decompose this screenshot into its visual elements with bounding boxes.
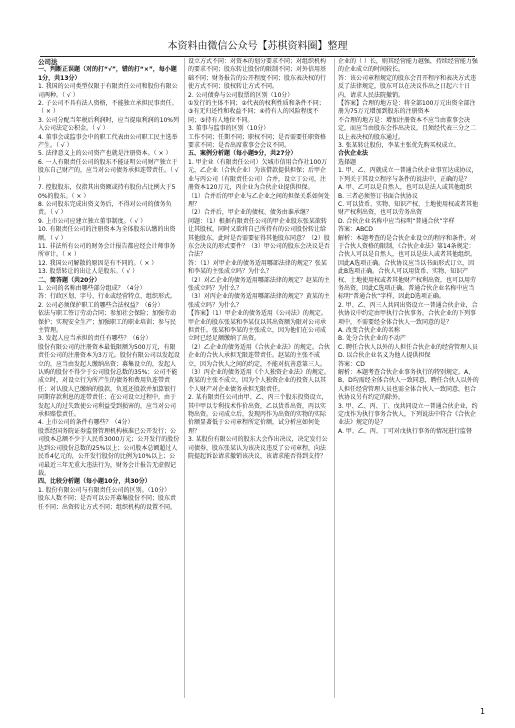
section-heading: 合伙企业法 <box>338 150 369 158</box>
section-heading: 公司法 <box>38 58 58 66</box>
paragraph: 解析：本题考查合伙企业事务执行的特别规定。A、B、D均需经全体合伙人一致同意，聘任合伙人以外的人担任经营管理人员也需全体合伙人一致同意，但合伙协议另有约定的除外。 <box>338 369 479 402</box>
paragraph: 1. 甲企业（有限责任公司）欠城市信用合作社100万元，乙企业（合伙企业）为该借款提供担保；后甲企业与丙公司（有限责任公司）合并，设立丁公司，注册资本120万元，丙企业为合伙企业提供担保。 <box>188 158 328 192</box>
paragraph: 答案：ABCD <box>338 226 373 234</box>
paragraph: （2）对乙企业的债务适用哪部法律的规定？赵某的主张成立吗？为什么？ <box>188 276 330 292</box>
paragraph: 股东人数不同；是否可以公开募集股份不同；股东责任不同；出资转让方式不同；组织机构的设置不同。 <box>38 495 177 511</box>
paragraph: 3. 张某转让股份，李某主张优先购买权成立。 <box>338 142 460 150</box>
paragraph: 6. 一人有限责任公司的股东不能证明公司财产独立于股东自己财产的，应当对公司债务承担连带责任。（ √ ） <box>38 158 179 183</box>
text-columns <box>38 58 480 698</box>
paragraph: 企业的（ ）长，则其经营能力越强，持续经营能力强的企业成立的时间较长。 <box>338 58 478 74</box>
paragraph: A. 甲、乙可以是自然人，也可以是法人或其他组织 <box>338 184 472 192</box>
paragraph: 2. 甲、乙、丙三人共同出资设立一普通合伙企业，合伙协议中约定由甲执行合伙事务，合伙企业的下列事项中，不需要经全体合伙人一致同意的是？ <box>338 301 478 326</box>
column-divider <box>184 58 185 698</box>
paragraph: 10. 有限责任公司的注册资本为全体股东认缴的出资额。（ √ ） <box>38 226 176 242</box>
paragraph: 3. 发起人应当承担的责任有哪些？（6分） <box>38 335 152 343</box>
paragraph: 选择题 <box>338 158 357 166</box>
paragraph: 1. 公司的名称由哪些部分组成？（4分） <box>38 284 146 292</box>
paragraph: 3. 甲、乙、丙、丁、戊共同设立一普通合伙企业，约定戊作为执行事务合伙人，下列说法中符合《合伙企业法》规定的是？ <box>338 402 478 427</box>
paragraph: 不合理的地方是：增加注册资本不应当由董事会决定，而应当由股东会作出决议，且须经代表三分之二以上表决权的股东通过。 <box>338 116 477 141</box>
paragraph: 1. 股份有限公司与有限责任公司的区别。（10分） <box>38 486 171 494</box>
page-header: 本资料由微信公众号【苏棋资料圈】整理 <box>40 40 475 57</box>
paragraph: 解析：本题考查的是合伙企业设立的程序和条件。对于合伙人资格的限制，《合伙企业法》第14条规定：合伙人可以是自然人，也可以是法人或者其他组织。因此A选项正确。合伙协议应当以书面形式订立，因此B选项正确。合伙人可以用货币、实物、知识产权、土地使用权或者其他财产权利出资，也可以用劳务出资，因此C选项正确。普通合伙企业名称中应当标明“普通合伙”字样，因此D选项正确。 <box>338 234 477 301</box>
paragraph: 3. 某股份有限公司的股东大会作出决议，决定发行公司债券，股东张某认为该决议违反了公司章程，向法院提起诉讼请求撤销该决议，该请求能否得到支持？ <box>188 436 328 461</box>
paragraph: 问题：（1）根据有限责任公司的甲企业股东张某欲转让其股权，同时又欲将自己所持有的公司股份转让给其他股东，此时是否需要征得其他股东同意？（2）股东会决议的形式要件？（3）甲公司的股东会决议是否合法？ <box>188 217 330 259</box>
paragraph: 7. 控股股东，仅指其出资额或持有股份占比例大于50%的股东。（ × ） <box>38 184 176 200</box>
paragraph: 答案：CD <box>338 360 365 368</box>
paragraph: B. 处分合伙企业的不动产 <box>338 335 406 343</box>
section-heading: 二、简答题（共20分） <box>38 276 101 284</box>
paragraph: 9. 上市公司应建立独立董事制度。（ √ ） <box>38 217 147 225</box>
paragraph: （2）乙企业的债务适用《合伙企业法》的规定。合伙企业的合伙人承担无限连带责任。赵某的主张不成立，因为合伙人之间的约定，不能对抗善意第三人。 <box>188 343 330 368</box>
paragraph: 股份有限公司的注册资本最低限额为500万元，有限责任公司的注册资本为3万元。股份有限公司以发起设立的，应当由发起人缴纳出资；募集设立的，发起人认购的股份不得少于公司股份总数的35%；公司不能成立时，对设立行为所产生的债务和费用负连带责任；对认股人已缴纳的股款，负返还股款并加算银行同期存款利息的连带责任；在公司设立过程中，由于发起人的过失致使公司利益受到损害的，应当对公司承担赔偿责任。 <box>38 343 180 419</box>
paragraph: 3. 公司分配当年税后利润时，应当提取利润的10%列入公司法定公积金。（ √ ） <box>38 116 179 133</box>
paragraph: C. 聘任合伙人以外的人担任合伙企业的经营管理人员 <box>338 343 479 351</box>
paragraph: 2. 公司必须保护职工的哪些合法权益？（6分） <box>38 301 164 309</box>
paragraph: A. 甲、乙、丙、丁可对戊执行事务的情况进行监督 <box>338 427 472 435</box>
paragraph: D. 合伙企业名称中应当标明“普通合伙”字样 <box>338 217 455 225</box>
paragraph: B. 三者必须签订书面合伙协议 <box>338 192 418 200</box>
paragraph: 依法与职工签订劳动合同；参加社会保险；加强劳动保护；实现安全生产；加强职工的职业培训；参与民主管理。 <box>38 310 177 334</box>
paragraph: 12. 我国公司解散的原因是有不同的。（ × ） <box>38 259 158 267</box>
paragraph: 1. 甲、乙、丙就成立一普通合伙企业事宜达成协议，下列关于其设立程序与条件的说法中，正确的是？ <box>338 167 478 183</box>
paragraph: 答：（1）对甲企业的债务适用哪部法律的规定？张某和李某的主张成立吗？为什么？ <box>188 259 327 276</box>
paragraph: 工作不同；任期不同；职权不同；是否需要任职资格要求不同；是否出席董事会会议不同。 <box>188 133 327 150</box>
section-heading: 五、案例分析题（每小题9分，共27分） <box>188 150 297 158</box>
paragraph: A. 改变合伙企业的名称 <box>338 327 400 334</box>
column-divider <box>334 58 335 698</box>
paragraph: 答：行政区划、字号、行业或经营特点、组织形式。 <box>38 293 177 301</box>
column-3 <box>338 58 480 698</box>
paragraph: 【答案】合理的地方是：将全部100万元出资全部注册为75万元增加到股东的注册资本 <box>338 100 476 116</box>
paragraph: 2. 子公司不具有法人资格，不能独立承担民事责任。（ × ） <box>38 100 178 116</box>
paragraph: 13. 股票转让的出让人是股东。（ √ ） <box>38 268 139 276</box>
paragraph: 8. 公司股东完成出资义务后，不得对公司的债务负责。（ √ ） <box>38 200 172 217</box>
paragraph: C. 可以货币、实物、知识产权、土地使用权或者其他财产权利出资，也可以劳务出资 <box>338 200 479 217</box>
page-number: 1 <box>480 707 486 716</box>
paragraph: 3. 董事与监事的区别（10分） <box>188 125 270 133</box>
paragraph: D. 以合伙企业名义为他人提供担保 <box>338 352 431 360</box>
paragraph: （3）丙企业的债务适用《个人独资企业法》的规定。黄某的主张不成立，因为个人独资企业的投资人以其个人财产对企业债务承担无限责任。 <box>188 369 330 393</box>
paragraph: 11. 非法所有公司的财务会计报告都应经会计师事务所审计。（ × ） <box>38 242 176 259</box>
paragraph: 答：该公司章程规定的股东会召开程序和表决方式违反了法律规定，股东可以在决议作出之日起六十日内，请求人民法院撤销。 <box>338 74 477 99</box>
paragraph: （3）对丙企业的债务适用哪部法律的规定？黄某的主张成立吗？为什么？ <box>188 293 330 309</box>
paragraph: ①发行的主体不同；②代表的权利性质和条件不同；③有无归还性和收益不同；④持有人的风险程度不同；⑤持有人地位不同。 <box>188 100 325 124</box>
paragraph: 股票经国务院证券监督管理机构核准已公开发行；公司股本总额不少于人民币3000万元；公开发行的股份达到公司股份总数的25%以上；公司股本总额超过人民币4亿元的，公开发行股份的比例为10%以上；公司最近三年无重大违法行为，财务会计报告无虚假记载。 <box>38 427 180 477</box>
column-1 <box>38 58 180 698</box>
paragraph: 4. 董事会或监事会中的职工代表由公司职工民主选举产生。（ √ ） <box>38 133 178 150</box>
paragraph: 【答案】（1）甲企业的债务适用《公司法》的规定。甲企业的股东张某和李某仅以其出资额为限对公司承担责任。张某和李某的主张成立，因为他们在公司成立时已经足额缴纳了出资。 <box>188 310 327 343</box>
paragraph: 2. 公司债券与公司股票的区别（10分） <box>188 91 294 99</box>
paragraph: （1）合并后的甲企业与乙企业之间的担保关系如何处理？ <box>188 192 330 208</box>
paragraph: 2. 某有限责任公司由甲、乙、丙三个股东投资设立，其中甲以专利技术作价出资，乙以货币出资，丙以实物出资。公司成立后，发现丙作为出资的实物的实际价额显著低于公司章程所定价额，试分析应如何处理？ <box>188 394 328 435</box>
column-2 <box>188 58 330 698</box>
paragraph: 4. 上市公司的条件有哪些？（4分） <box>38 419 134 427</box>
paragraph: 1. 我国的公司类型仅限于有限责任公司和股份有限公司两种。（ √ ） <box>38 83 178 99</box>
paragraph: 设立方式不同：对资本的划分要求不同；对组织机构的要求不同；股东转让股份的限制不同；对外信用基础不同；财务报告的公开程度不同；股东表决权的行使方式不同；股权转让方式不同。 <box>188 58 327 91</box>
paragraph: 5. 法律意义上的公司资产也就是注册资本。（ × ） <box>38 150 172 158</box>
section-heading: 四、比较分析题（每小题10分，共30分） <box>38 478 151 486</box>
paragraph: （2）合并后，甲企业的债权、债务由谁承继？ <box>188 209 312 217</box>
section-heading: 一、判断正误题（对的打“√”，错的打“×”，每小题1分，共13分） <box>38 66 177 82</box>
